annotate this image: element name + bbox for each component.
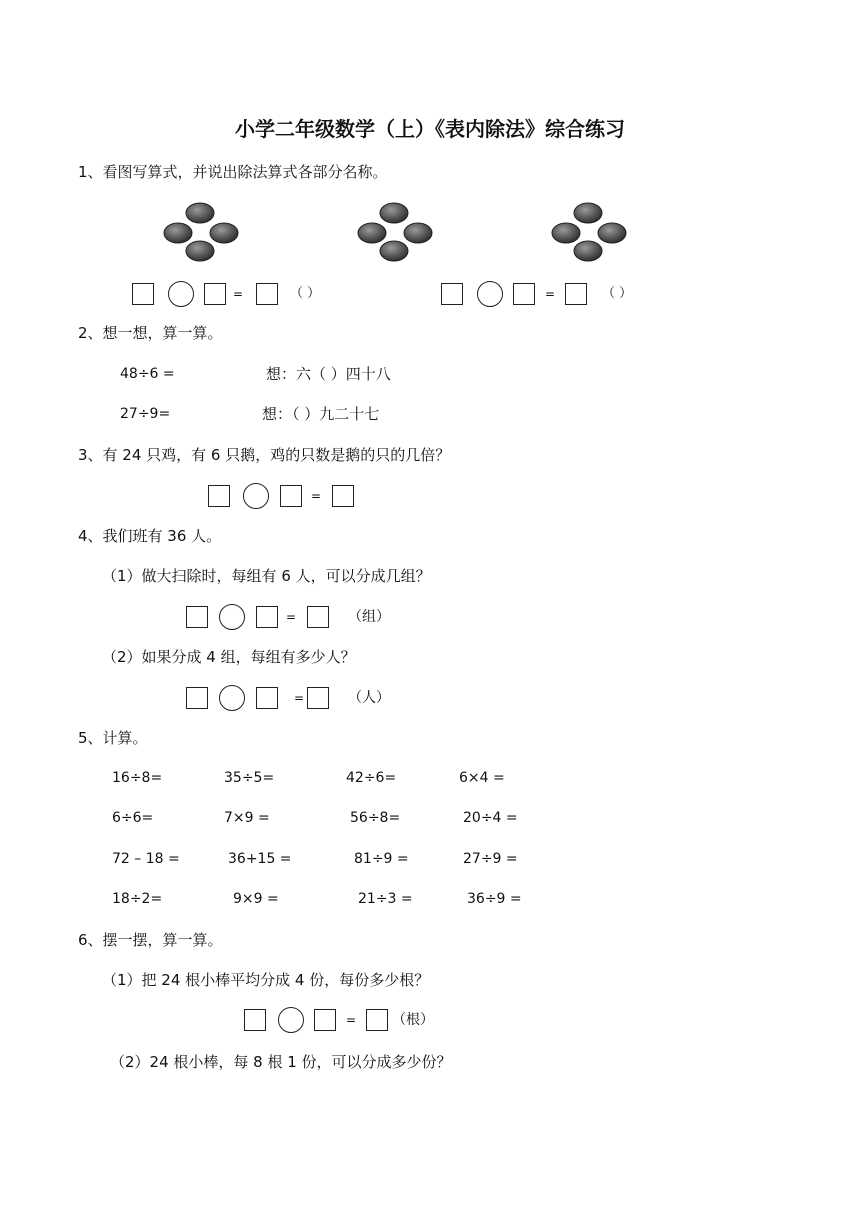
calc-item: 42÷6=: [346, 770, 397, 786]
q4-sub-question-1: （1）做大扫除时，每组有 6 人，可以分成几组？: [102, 567, 431, 585]
calc-item: 6×4 =: [459, 770, 505, 786]
operator-circle[interactable]: [278, 1007, 304, 1033]
blank-parentheses: （ ）: [290, 286, 321, 301]
equals-sign: =: [233, 287, 244, 301]
calc-item: 72 – 18 =: [112, 851, 180, 867]
calc-item: 36+15 =: [228, 851, 292, 867]
q2-hint: 想：（ ）九二十七: [262, 405, 380, 423]
calc-item: 20÷4 =: [463, 810, 518, 826]
answer-box[interactable]: [256, 687, 278, 709]
answer-box[interactable]: [565, 283, 587, 305]
answer-box[interactable]: [256, 283, 278, 305]
q2-expression: 48÷6 =: [120, 366, 175, 382]
answer-box[interactable]: [307, 606, 329, 628]
answer-box[interactable]: [314, 1009, 336, 1031]
answer-box[interactable]: [186, 606, 208, 628]
calc-item: 56÷8=: [350, 810, 401, 826]
operator-circle[interactable]: [219, 685, 245, 711]
calc-item: 18÷2=: [112, 891, 163, 907]
operator-circle[interactable]: [219, 604, 245, 630]
calc-item: 7×9 =: [224, 810, 270, 826]
q4-sub-question-2: （2）如果分成 4 组，每组有多少人？: [102, 648, 356, 666]
unit-label: （根）: [392, 1012, 434, 1028]
operator-circle[interactable]: [243, 483, 269, 509]
calc-item: 27÷9 =: [463, 851, 518, 867]
operator-circle[interactable]: [168, 281, 194, 307]
answer-box[interactable]: [307, 687, 329, 709]
page-title: 小学二年级数学（上）《表内除法》综合练习: [235, 117, 625, 141]
calc-item: 16÷8=: [112, 770, 163, 786]
stones-picture-1: [160, 200, 246, 266]
unit-label: （组）: [348, 609, 390, 625]
calc-item: 36÷9 =: [467, 891, 522, 907]
equals-sign: =: [346, 1013, 357, 1027]
calc-item: 6÷6=: [112, 810, 154, 826]
calc-item: 35÷5=: [224, 770, 275, 786]
question-3-label: 3、有 24 只鸡，有 6 只鹅，鸡的只数是鹅的只的几倍？: [78, 446, 451, 464]
calc-item: 9×9 =: [233, 891, 279, 907]
question-2-label: 2、想一想，算一算。: [78, 324, 223, 342]
q2-expression: 27÷9=: [120, 406, 171, 422]
equals-sign: =: [311, 489, 322, 503]
calc-item: 21÷3 =: [358, 891, 413, 907]
equals-sign: =: [545, 287, 556, 301]
answer-box[interactable]: [256, 606, 278, 628]
q2-hint: 想：六（ ）四十八: [266, 365, 391, 383]
stones-picture-2: [354, 200, 440, 266]
question-1-label: 1、看图写算式，并说出除法算式各部分名称。: [78, 163, 388, 181]
question-5-label: 5、计算。: [78, 729, 148, 747]
calc-item: 81÷9 =: [354, 851, 409, 867]
q6-sub-question-1: （1）把 24 根小棒平均分成 4 份，每份多少根？: [102, 971, 430, 989]
answer-box[interactable]: [132, 283, 154, 305]
equals-sign: =: [294, 691, 305, 705]
unit-label: （人）: [348, 690, 390, 706]
question-6-label: 6、摆一摆，算一算。: [78, 931, 223, 949]
answer-box[interactable]: [280, 485, 302, 507]
answer-box[interactable]: [204, 283, 226, 305]
question-4-label: 4、我们班有 36 人。: [78, 527, 222, 545]
operator-circle[interactable]: [477, 281, 503, 307]
answer-box[interactable]: [513, 283, 535, 305]
equals-sign: =: [286, 610, 297, 624]
blank-parentheses: （ ）: [602, 286, 633, 301]
answer-box[interactable]: [244, 1009, 266, 1031]
answer-box[interactable]: [186, 687, 208, 709]
answer-box[interactable]: [441, 283, 463, 305]
answer-box[interactable]: [366, 1009, 388, 1031]
answer-box[interactable]: [332, 485, 354, 507]
stones-picture-3: [548, 200, 634, 266]
q6-sub-question-2: （2）24 根小棒，每 8 根 1 份，可以分成多少份？: [110, 1053, 452, 1071]
answer-box[interactable]: [208, 485, 230, 507]
